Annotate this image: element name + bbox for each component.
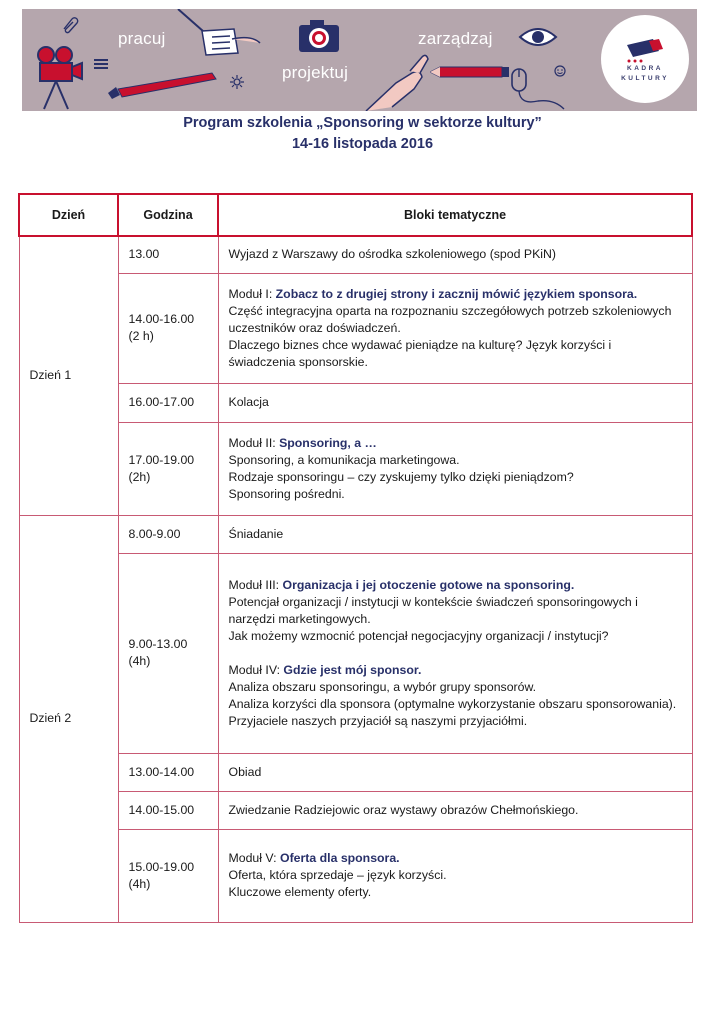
spacer xyxy=(229,645,682,662)
day-1-cell: Dzień 1 xyxy=(19,236,118,515)
content-cell xyxy=(218,383,692,422)
time-duration: (2h) xyxy=(128,469,151,484)
kadra-kultury-logo xyxy=(601,15,689,103)
module-heading xyxy=(229,435,682,452)
content-line: Jak możemy wzmocnić potencjał negocjacyjny organizacji / instytucji? xyxy=(228,628,609,643)
table-row xyxy=(19,422,692,515)
time-cell xyxy=(118,553,218,753)
content-line: Obiad xyxy=(228,764,262,779)
content-line: Przyjaciele naszych przyjaciół są naszymi przyjaciółmi. xyxy=(228,713,528,728)
content-cell xyxy=(218,791,692,829)
content-line: Kluczowe elementy oferty. xyxy=(228,885,372,899)
table-row xyxy=(19,791,692,829)
smiley-icon xyxy=(554,65,566,77)
content-line: Zwiedzanie Radziejowic oraz wystawy obrazów Chełmońskiego. xyxy=(228,802,579,817)
program-table xyxy=(18,193,693,923)
time-cell: 13.00 xyxy=(118,236,218,273)
title-line-1: Program szkolenia „Sponsoring w sektorze kultury” xyxy=(183,115,542,131)
module-heading xyxy=(229,662,682,679)
header-hour: Godzina xyxy=(118,194,218,236)
time-range: 17.00-19.00 xyxy=(128,452,195,467)
time-cell xyxy=(118,422,218,515)
table-header-row xyxy=(19,194,692,236)
logo-text-line2: KULTURY xyxy=(621,75,669,82)
time-cell: 16.00-17.00 xyxy=(118,383,218,422)
module-title: Gdzie jest mój sponsor. xyxy=(283,662,422,677)
module-title: Sponsoring, a … xyxy=(279,435,377,450)
time-duration: (4h) xyxy=(128,876,151,891)
time-cell: 8.00-9.00 xyxy=(118,515,218,553)
content-line: Kolacja xyxy=(228,395,269,409)
content-cell xyxy=(218,515,692,553)
photo-camera-icon xyxy=(298,19,340,53)
paintbrush-icon xyxy=(108,71,218,101)
content-line: Potencjał organizacji / instytucji w kontekście świadczeń sponsoringowych i narzędzi marketingowych. xyxy=(228,594,638,626)
time-cell xyxy=(118,273,218,383)
table-row xyxy=(19,553,692,753)
module-label: Moduł IV: xyxy=(228,662,284,677)
banner-word-work: pracuj xyxy=(118,29,166,48)
table-row xyxy=(19,383,692,422)
text-lines-icon xyxy=(94,59,108,69)
pointing-hand-icon xyxy=(362,49,432,111)
hand-ticket-icon xyxy=(172,9,262,69)
time-cell xyxy=(118,829,218,922)
content-line: Część integracyjna oparta na rozpoznaniu szczegółowych potrzeb szkoleniowych uczestników oraz doświadczeń. xyxy=(228,303,672,335)
module-label: Moduł II: xyxy=(228,435,280,450)
content-line: Dlaczego biznes chce wydawać pieniądze na kulturę? Język korzyści i świadczenia sponsorskie. xyxy=(228,337,612,369)
title-line-2: 14-16 listopada 2016 xyxy=(291,136,434,152)
time-range: 9.00-13.00 xyxy=(128,637,188,651)
module-label: Moduł III: xyxy=(228,577,283,592)
header-banner xyxy=(22,9,697,111)
document-title xyxy=(0,113,725,155)
content-cell xyxy=(218,829,692,922)
content-cell xyxy=(218,236,692,273)
module-heading xyxy=(229,850,682,867)
paperclip-icon xyxy=(60,15,80,35)
module-title: Oferta dla sponsora. xyxy=(280,851,400,865)
content-line: Sponsoring pośredni. xyxy=(228,486,345,501)
module-title: Organizacja i jej otoczenie gotowe na sponsoring. xyxy=(282,577,575,592)
content-cell xyxy=(218,273,692,383)
time-range: 15.00-19.00 xyxy=(128,859,195,874)
header-day: Dzień xyxy=(19,194,118,236)
time-duration: (2 h) xyxy=(128,329,154,343)
pencil-icon xyxy=(430,65,510,79)
module-heading xyxy=(229,286,682,303)
table-row xyxy=(19,829,692,922)
content-line: Analiza korzyści dla sponsora (optymalne wykorzystanie obszaru sponsorowania). xyxy=(228,696,677,711)
content-line: Wyjazd z Warszawy do ośrodka szkoleniowego (spod PKiN) xyxy=(228,247,556,262)
content-line: Oferta, która sprzedaje – język korzyści. xyxy=(228,868,447,882)
time-range: 14.00-16.00 xyxy=(128,312,195,326)
time-duration: (4h) xyxy=(128,654,151,668)
content-cell xyxy=(218,422,692,515)
content-cell xyxy=(218,553,692,753)
sun-icon xyxy=(230,75,244,89)
module-label: Moduł V: xyxy=(228,851,280,865)
eye-icon xyxy=(518,25,558,49)
logo-text-line1: KADRA xyxy=(627,65,663,72)
table-row xyxy=(19,515,692,553)
day-2-cell: Dzień 2 xyxy=(19,515,118,922)
time-cell: 13.00-14.00 xyxy=(118,753,218,791)
table-row xyxy=(19,753,692,791)
banner-word-design: projektuj xyxy=(282,63,349,82)
content-line: Analiza obszaru sponsoringu, a wybór grupy sponsorów. xyxy=(228,679,537,694)
table-row xyxy=(19,236,692,273)
banner-word-manage: zarządzaj xyxy=(418,29,493,48)
content-line: Sponsoring, a komunikacja marketingowa. xyxy=(228,452,460,467)
module-title: Zobacz to z drugiej strony i zacznij mówić językiem sponsora. xyxy=(275,286,638,301)
module-heading xyxy=(229,577,682,594)
film-camera-icon xyxy=(34,43,84,111)
logo-mark-icon xyxy=(623,37,667,63)
time-cell: 14.00-15.00 xyxy=(118,791,218,829)
content-line: Śniadanie xyxy=(228,526,284,541)
module-label: Moduł I: xyxy=(228,286,276,301)
table-row xyxy=(19,273,692,383)
header-blocks: Bloki tematyczne xyxy=(218,194,692,236)
content-cell xyxy=(218,753,692,791)
content-line: Rodzaje sponsoringu – czy zyskujemy tylko dzięki pieniądzom? xyxy=(228,469,574,484)
